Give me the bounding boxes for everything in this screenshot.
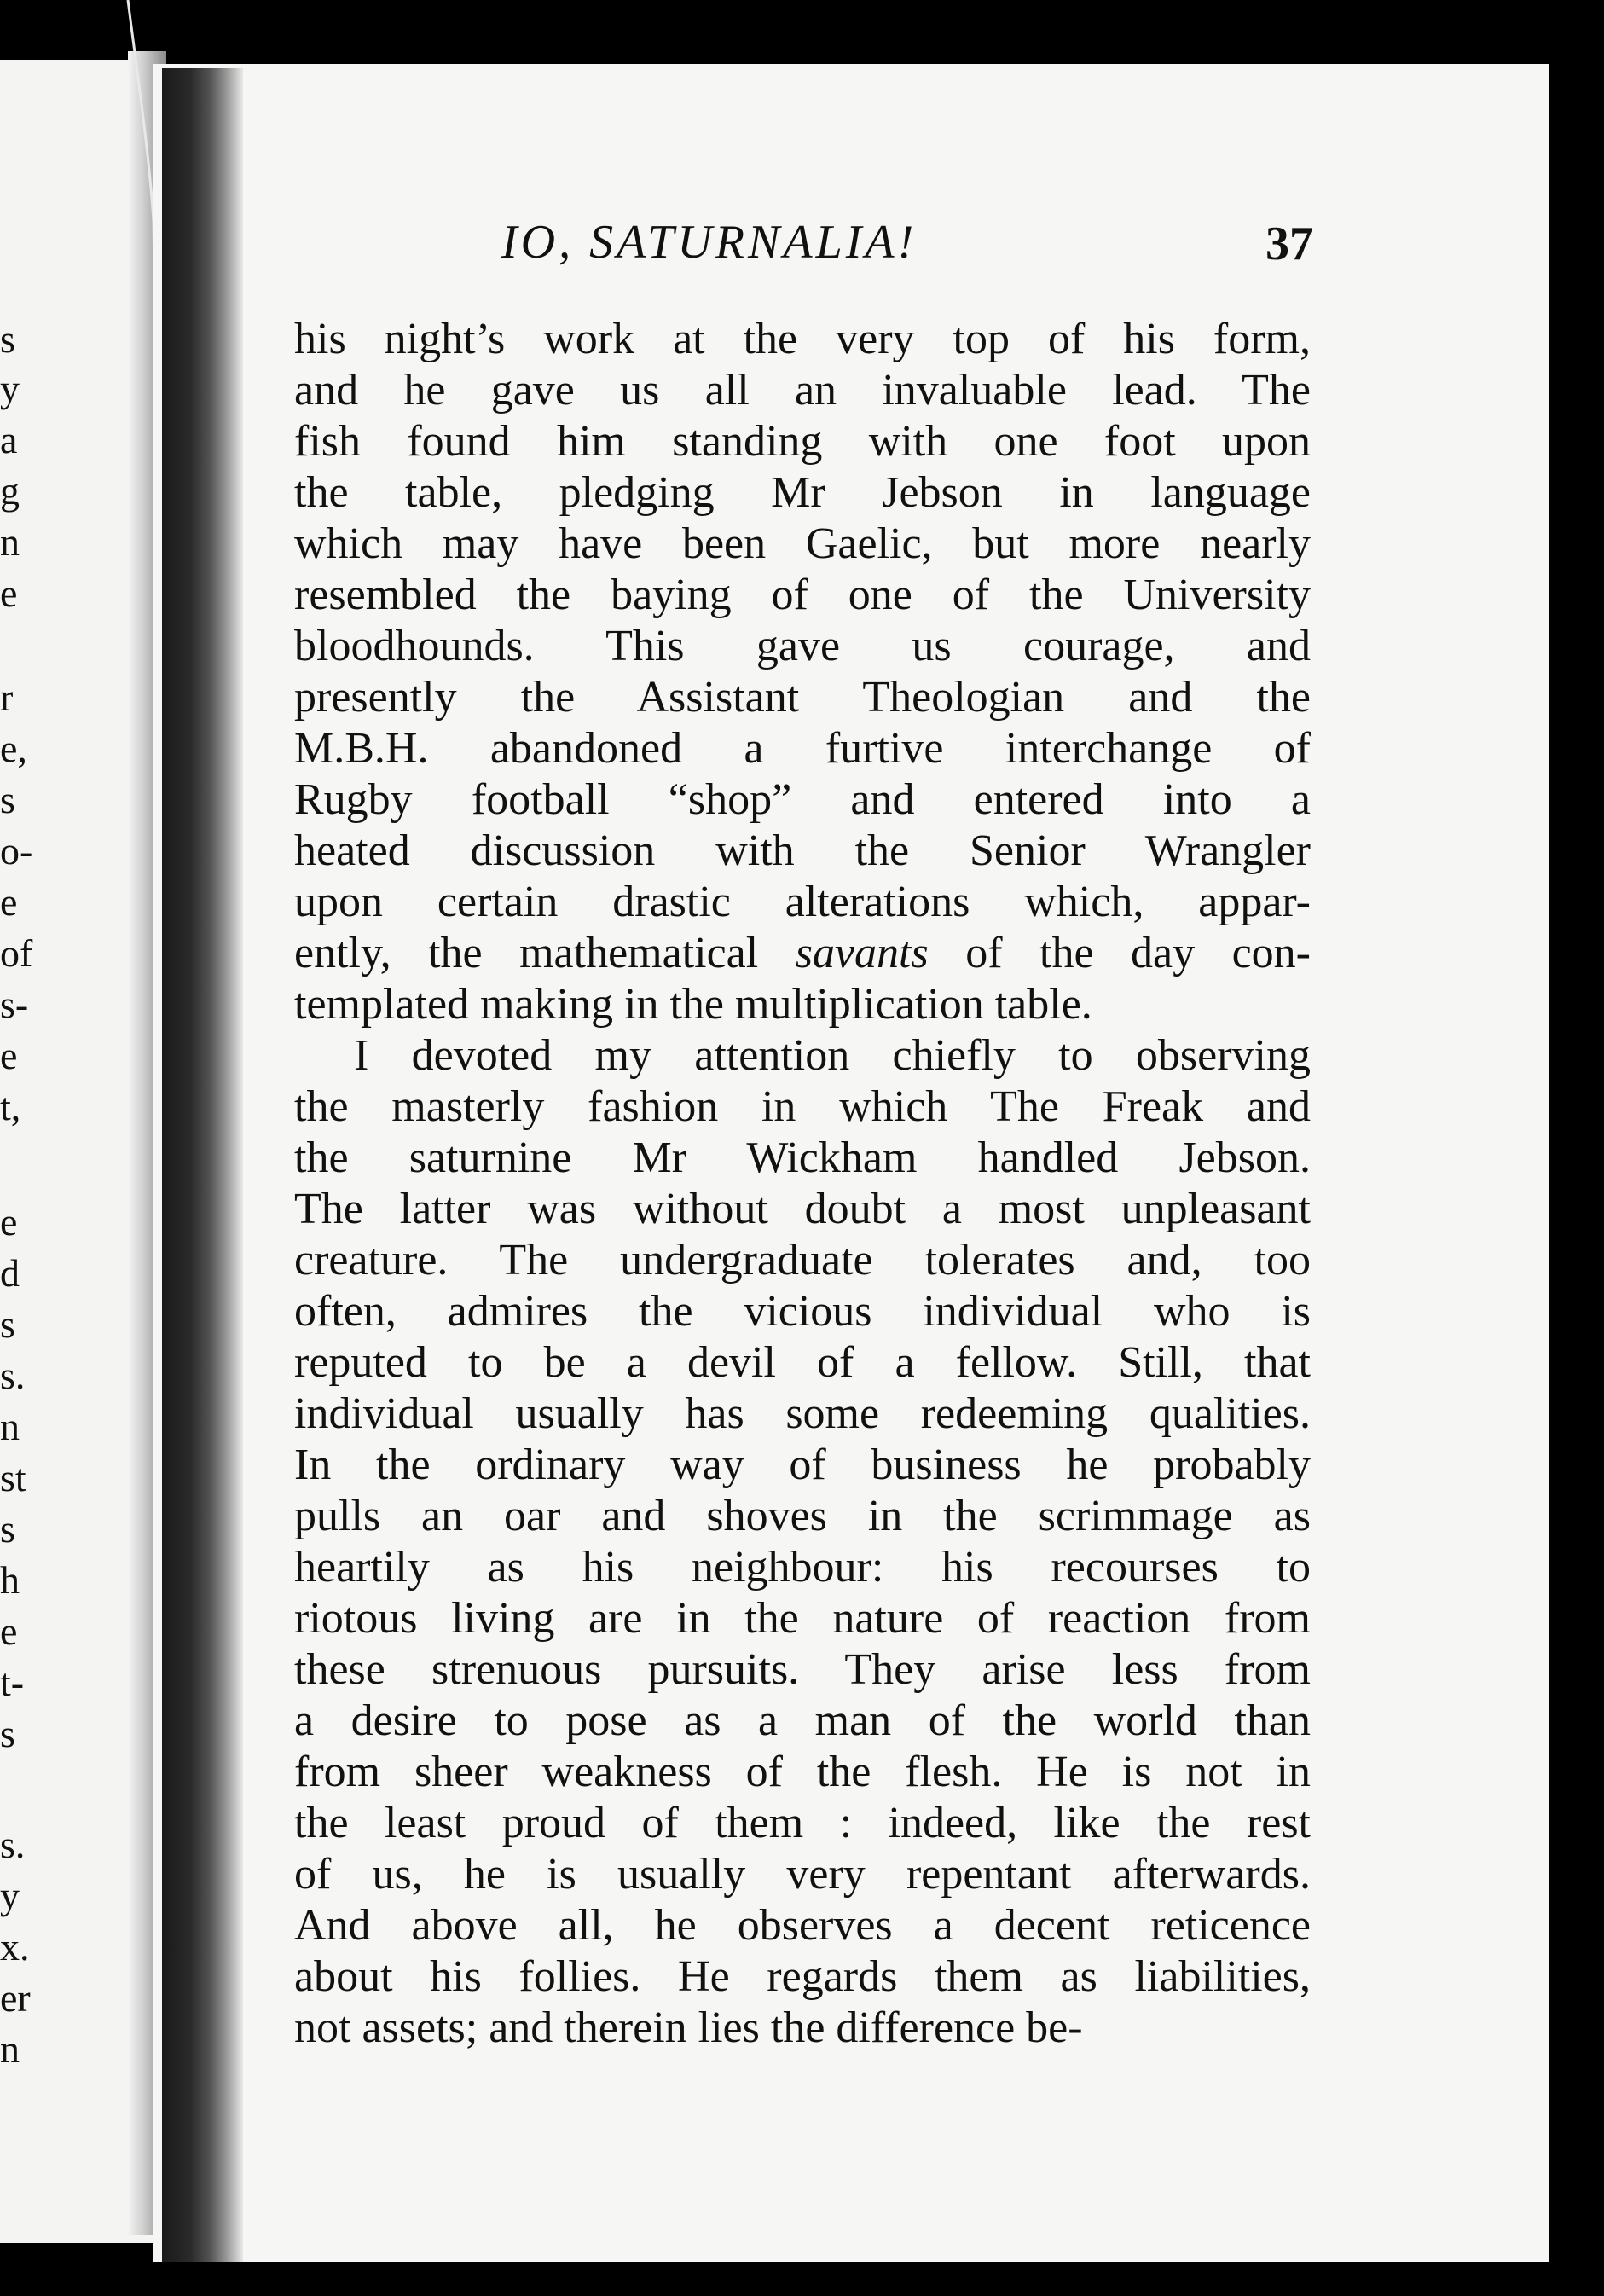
left-fragment: o- — [0, 829, 33, 873]
text-line: the saturnine Mr Wickham handled Jebson. — [294, 1134, 1311, 1182]
text-line: reputed to be a devil of a fellow. Still, that — [294, 1338, 1311, 1387]
text-line-with-italic — [294, 928, 1311, 979]
text-line: the table, pledging Mr Jebson in language — [294, 468, 1311, 517]
text-line: creature. The undergraduate tolerates and, too — [294, 1236, 1311, 1284]
left-fragment: er — [0, 1976, 31, 2020]
left-fragment: r — [0, 675, 14, 719]
left-fragment: e — [0, 571, 18, 615]
text-line: individual usually has some redeeming qualities. — [294, 1389, 1311, 1438]
text-line: resembled the baying of one of the University — [294, 571, 1311, 619]
text-line: fish found him standing with one foot upon — [294, 417, 1311, 466]
left-fragment: t- — [0, 1661, 25, 1704]
text-line: his night’s work at the very top of his form, — [294, 315, 1311, 363]
left-fragment: y — [0, 1874, 20, 1917]
left-fragment: s- — [0, 983, 29, 1026]
running-head: IO, SATURNALIA! — [501, 216, 918, 269]
text-line: and he gave us all an invaluable lead. The — [294, 366, 1311, 415]
left-fragment: e — [0, 1034, 18, 1077]
text-line: Rugby football “shop” and entered into a — [294, 775, 1311, 824]
text-line: which may have been Gaelic, but more nearly — [294, 519, 1311, 568]
left-fragment: s. — [0, 1823, 26, 1866]
left-fragment: e — [0, 1609, 18, 1653]
text-line: these strenuous pursuits. They arise less from — [294, 1645, 1311, 1694]
binding-shadow — [162, 68, 243, 2264]
text-line: heartily as his neighbour: his recourses to — [294, 1543, 1311, 1592]
scan-bottom-edge — [0, 2262, 1604, 2296]
left-fragment: h — [0, 1558, 20, 1602]
left-fragment: x. — [0, 1925, 30, 1968]
page-header — [307, 215, 1313, 275]
text-line: And above all, he observes a decent reticence — [294, 1901, 1311, 1950]
text-line: often, admires the vicious individual who is — [294, 1287, 1311, 1336]
left-fragment: e — [0, 880, 18, 924]
text-line: presently the Assistant Theologian and the — [294, 673, 1311, 722]
left-fragment: n — [0, 2027, 20, 2071]
left-fragment: a — [0, 418, 18, 461]
left-fragment: d — [0, 1251, 20, 1295]
text-line: upon certain drastic alterations which, appar- — [294, 878, 1311, 926]
left-fragment: n — [0, 1405, 20, 1448]
left-fragment: g — [0, 469, 20, 513]
left-fragment: st — [0, 1456, 26, 1499]
text-line: about his follies. He regards them as liabilities, — [294, 1952, 1311, 2001]
text-line: a desire to pose as a man of the world than — [294, 1696, 1311, 1745]
text-line: heated discussion with the Senior Wrangler — [294, 826, 1311, 875]
paragraph-first-line: I devoted my attention chiefly to observing — [354, 1031, 1311, 1080]
left-fragment: t, — [0, 1085, 21, 1128]
left-fragment: s — [0, 1507, 15, 1551]
text-line: M.B.H. abandoned a furtive interchange of — [294, 724, 1311, 773]
left-fragment: n — [0, 520, 20, 564]
body-text — [294, 314, 1311, 2054]
left-fragment: e — [0, 1200, 18, 1244]
text-line: The latter was without doubt a most unpleasant — [294, 1185, 1311, 1233]
page-number: 37 — [1265, 217, 1313, 270]
text-segment: ently, the mathematical — [294, 929, 759, 977]
text-line: riotous living are in the nature of reaction from — [294, 1594, 1311, 1643]
left-fragment: y — [0, 367, 20, 410]
text-line: bloodhounds. This gave us courage, and — [294, 622, 1311, 670]
text-segment: of the day con- — [965, 929, 1312, 977]
text-line: from sheer weakness of the flesh. He is not in — [294, 1748, 1311, 1796]
left-fragment: s. — [0, 1354, 26, 1397]
left-fragment: e, — [0, 727, 27, 770]
text-line: of us, he is usually very repentant afterwards. — [294, 1850, 1311, 1899]
text-line: the least proud of them : indeed, like the rest — [294, 1799, 1311, 1847]
text-line: In the ordinary way of business he probably — [294, 1441, 1311, 1489]
text-line: the masterly fashion in which The Freak and — [294, 1082, 1311, 1131]
text-line: templated making in the multiplication table. — [294, 980, 1092, 1029]
left-fragment: of — [0, 931, 33, 975]
left-fragment: s — [0, 1712, 15, 1755]
left-fragment: s — [0, 778, 15, 821]
text-line: pulls an oar and shoves in the scrimmage as — [294, 1492, 1311, 1540]
italic-word: savants — [795, 929, 929, 977]
left-fragment: s — [0, 317, 15, 361]
text-line: not assets; and therein lies the difference be- — [294, 2003, 1083, 2052]
left-fragment: s — [0, 1302, 15, 1346]
